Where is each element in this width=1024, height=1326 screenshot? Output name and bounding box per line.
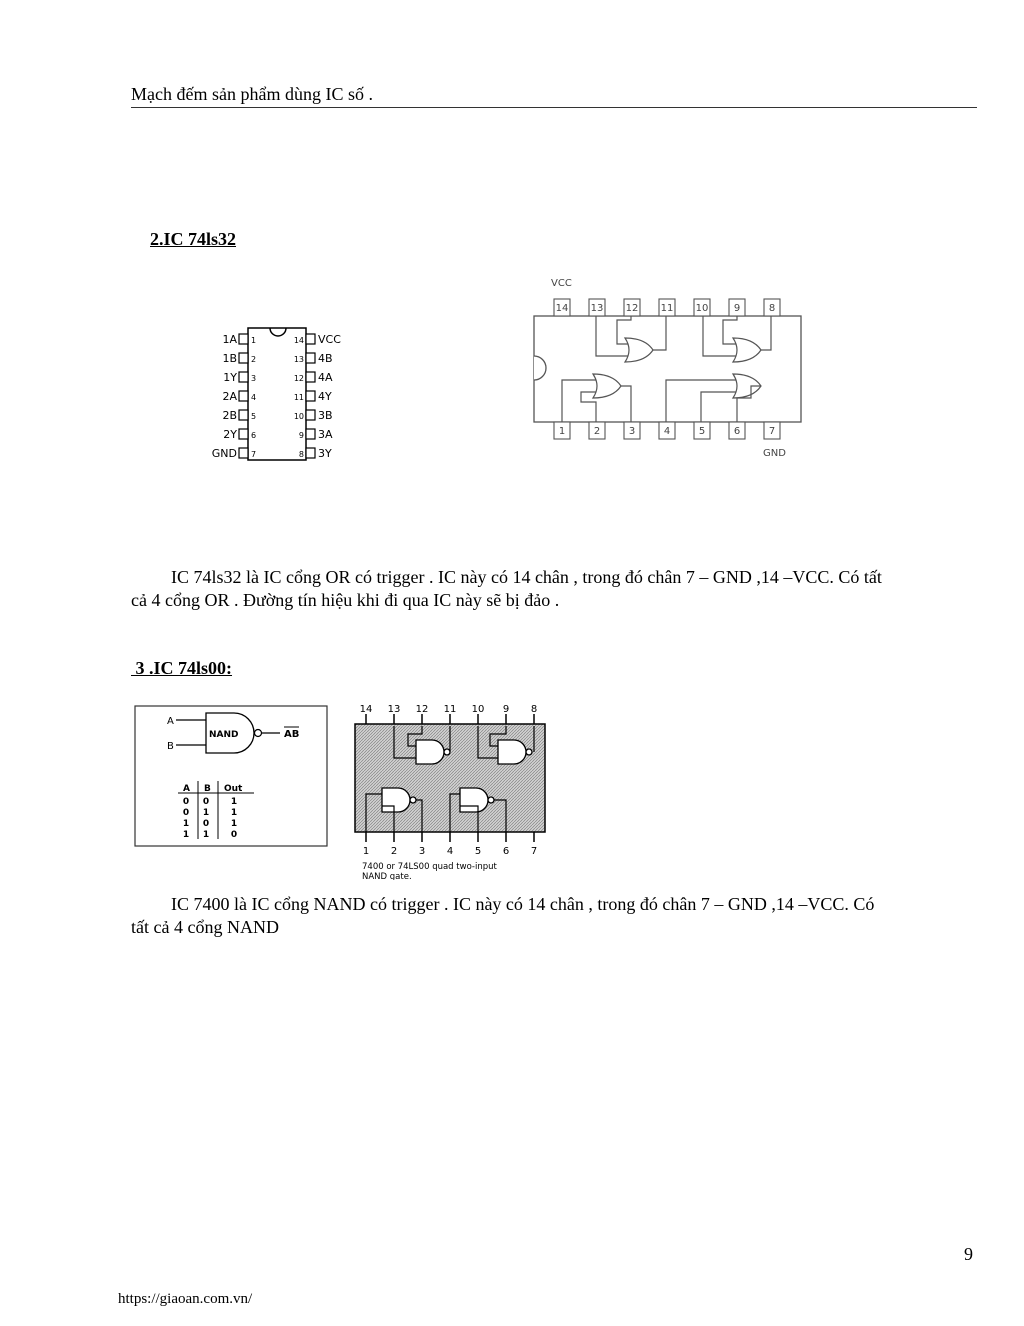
right-pin-number: 9 xyxy=(298,431,304,440)
left-pin-label: 1Y xyxy=(223,371,237,384)
chip-bottom-pin-label: 1 xyxy=(362,846,370,857)
right-pin-label: VCC xyxy=(318,333,341,346)
footer-url: https://giaoan.com.vn/ xyxy=(118,1291,253,1307)
input-a-label: A xyxy=(167,716,174,727)
top-pin-number: 9 xyxy=(733,303,741,314)
chip-bottom-pin-label: 2 xyxy=(390,846,398,857)
page-number: 9 xyxy=(964,1244,973,1264)
chip-top-pin-label: 11 xyxy=(443,704,457,715)
left-pin-label: 2Y xyxy=(223,428,237,441)
right-pin-number: 8 xyxy=(298,450,304,459)
truth-table-header-a: A xyxy=(183,784,190,794)
chip-bottom-pin-label: 3 xyxy=(418,846,426,857)
left-pin-number: 7 xyxy=(251,450,257,459)
ic-74ls32-pinout-diagram xyxy=(200,322,370,467)
section-3-heading: 3 .IC 74ls00: xyxy=(131,658,233,678)
bottom-pin-number: 7 xyxy=(768,426,776,437)
right-pin-number: 12 xyxy=(293,374,304,383)
section-3-paragraph xyxy=(131,893,981,939)
left-pin-label: 1B xyxy=(222,352,237,365)
output-label: AB xyxy=(284,729,300,740)
chip-bottom-pin-stubs xyxy=(366,832,534,842)
truth-table-cell: 0 xyxy=(202,819,210,829)
top-pin-number: 8 xyxy=(768,303,776,314)
right-pin-label: 4A xyxy=(318,371,333,384)
top-pin-number: 13 xyxy=(590,303,604,314)
left-pin-box xyxy=(239,353,248,363)
left-pin-number: 5 xyxy=(251,412,257,421)
section-2-paragraph-line-2: cả 4 cổng OR . Đường tín hiệu khi đi qua IC này sẽ bị đảo . xyxy=(131,590,560,610)
top-pin-number: 14 xyxy=(555,303,569,314)
bottom-pin-number: 5 xyxy=(698,426,706,437)
truth-table-cell: 1 xyxy=(202,830,210,840)
bottom-pin-number: 3 xyxy=(628,426,636,437)
chip-top-pin-label: 10 xyxy=(471,704,485,715)
nand-gate-3-bubble xyxy=(410,797,416,803)
right-pin-box xyxy=(306,391,315,401)
inversion-bubble xyxy=(255,730,262,737)
right-pin-label: 3A xyxy=(318,428,333,441)
right-pin-box xyxy=(306,448,315,458)
bottom-pin-number: 6 xyxy=(733,426,741,437)
nand-gate-2-bubble xyxy=(526,749,532,755)
chip-bottom-pin-label: 6 xyxy=(502,846,510,857)
truth-table-header-b: B xyxy=(204,784,211,794)
right-pin-box xyxy=(306,429,315,439)
input-b-label: B xyxy=(167,741,174,752)
left-pin-label: GND xyxy=(211,447,237,460)
right-pin-box xyxy=(306,334,315,344)
truth-table-cell: 0 xyxy=(230,830,238,840)
left-pin-number: 6 xyxy=(251,431,257,440)
right-pin-box xyxy=(306,372,315,382)
truth-table-cell: 1 xyxy=(202,808,210,818)
top-pin-number: 10 xyxy=(695,303,709,314)
left-pin-label: 2B xyxy=(222,409,237,422)
chip-bottom-pin-label: 5 xyxy=(474,846,482,857)
left-pin-box xyxy=(239,448,248,458)
bottom-pin-number: 4 xyxy=(663,426,671,437)
truth-table-cell: 0 xyxy=(182,797,190,807)
right-pin-box xyxy=(306,353,315,363)
right-pin-label: 4B xyxy=(318,352,333,365)
right-pin-label: 4Y xyxy=(318,390,332,403)
truth-table-cell: 1 xyxy=(230,819,238,829)
section-2-paragraph-line-1: IC 74ls32 là IC cổng OR có trigger . IC này có 14 chân , trong đó chân 7 – GND ,14 –VCC. Có tất xyxy=(171,567,882,587)
left-pin-number: 2 xyxy=(251,355,257,364)
ic-7400-chip-diagram xyxy=(352,702,550,880)
truth-table-cell: 1 xyxy=(230,797,238,807)
vcc-label: VCC xyxy=(551,278,572,289)
truth-table-cell: 1 xyxy=(182,819,190,829)
right-pin-label: 3Y xyxy=(318,447,332,460)
truth-table-cell: 0 xyxy=(202,797,210,807)
left-pin-label: 1A xyxy=(222,333,237,346)
chip-body xyxy=(534,316,801,422)
left-pin-label: 2A xyxy=(222,390,237,403)
ic-74ls32-gate-diagram xyxy=(525,272,835,462)
nand-gate-2 xyxy=(498,740,526,764)
top-pin-number: 12 xyxy=(625,303,639,314)
chip-top-pin-label: 14 xyxy=(359,704,373,715)
chip-top-pin-label: 8 xyxy=(530,704,538,715)
bottom-pin-number: 1 xyxy=(558,426,566,437)
truth-table-header-out: Out xyxy=(224,784,243,794)
truth-table-cell: 1 xyxy=(182,830,190,840)
section-3-paragraph-line-2: tất cả 4 cổng NAND xyxy=(131,917,279,937)
right-pin-number: 13 xyxy=(293,355,304,364)
nand-gate-1 xyxy=(416,740,444,764)
left-pin-number: 1 xyxy=(251,336,257,345)
section-2-heading: 2.IC 74ls32 xyxy=(150,229,237,249)
right-pin-box xyxy=(306,410,315,420)
bottom-pin-number: 2 xyxy=(593,426,601,437)
right-pin-number: 14 xyxy=(293,336,304,345)
header-divider xyxy=(131,107,977,108)
nand-gate-label: NAND xyxy=(209,730,239,740)
nand-gate-4-bubble xyxy=(488,797,494,803)
left-pin-box xyxy=(239,372,248,382)
left-pin-box xyxy=(239,429,248,439)
section-3-paragraph-line-1: IC 7400 là IC cổng NAND có trigger . IC này có 14 chân , trong đó chân 7 – GND ,14 –VCC. Có xyxy=(171,894,875,914)
nand-gate-4 xyxy=(460,788,488,812)
truth-table-cell: 0 xyxy=(182,808,190,818)
nand-gate-1-bubble xyxy=(444,749,450,755)
left-pin-number: 4 xyxy=(251,393,257,402)
left-pin-box xyxy=(239,391,248,401)
nand-gate-3 xyxy=(382,788,410,812)
left-pin-box xyxy=(239,334,248,344)
chip-bottom-pin-label: 4 xyxy=(446,846,454,857)
chip-top-pin-label: 9 xyxy=(502,704,510,715)
right-pin-number: 10 xyxy=(293,412,304,421)
top-pin-number: 11 xyxy=(660,303,674,314)
chip-caption-line-2: NAND gate. xyxy=(362,872,412,880)
right-pin-number: 11 xyxy=(293,393,304,402)
section-2-paragraph xyxy=(131,566,981,612)
chip-caption-line-1: 7400 or 74LS00 quad two-input xyxy=(362,862,497,872)
chip-top-pin-label: 13 xyxy=(387,704,401,715)
truth-table-cell: 1 xyxy=(230,808,238,818)
chip-top-pin-label: 12 xyxy=(415,704,429,715)
left-pin-box xyxy=(239,410,248,420)
chip-bottom-pin-label: 7 xyxy=(530,846,538,857)
left-pin-number: 3 xyxy=(251,374,257,383)
gnd-label: GND xyxy=(763,448,786,459)
right-pin-label: 3B xyxy=(318,409,333,422)
page-header-title: Mạch đếm sản phẩm dùng IC số . xyxy=(131,84,373,104)
nand-symbol-truth-table xyxy=(134,705,328,847)
